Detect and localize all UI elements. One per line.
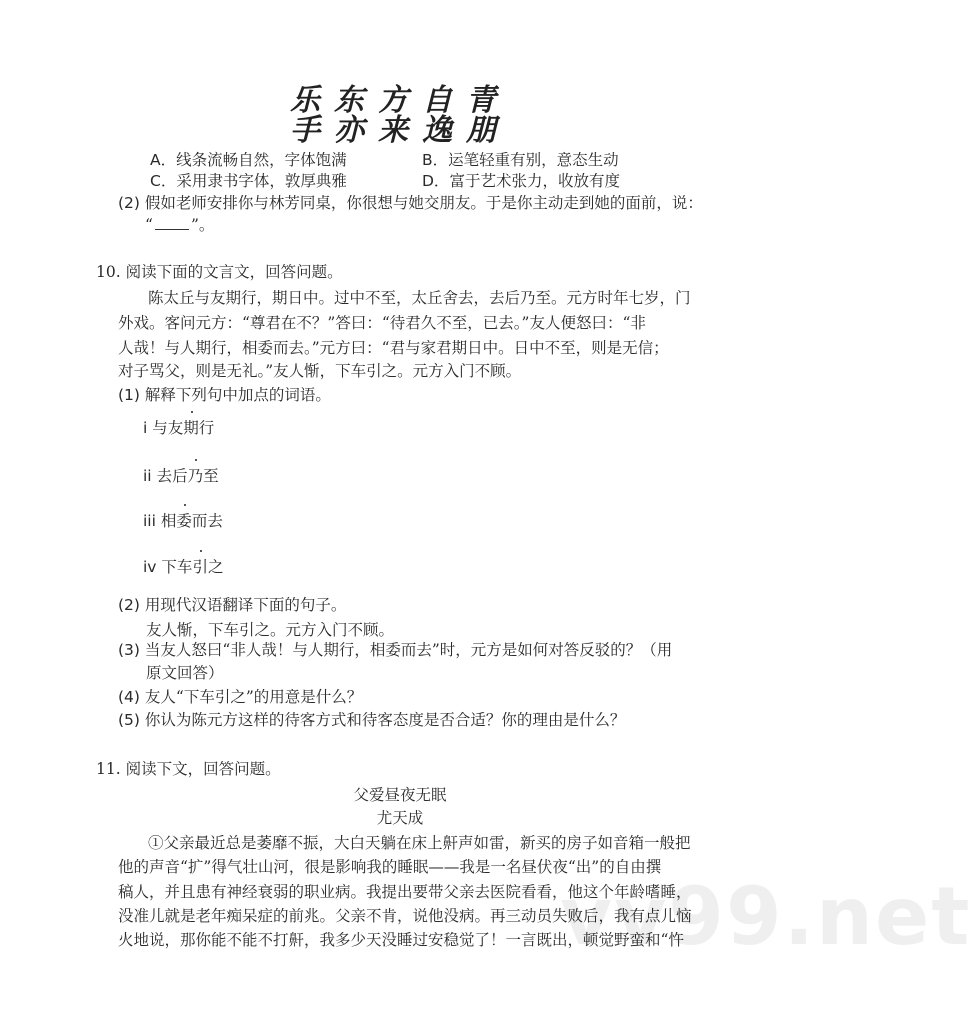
sub-text: 你认为陈元方这样的待客方式和待客态度是否合适？你的理由是什么？ [144,711,626,729]
passage-line: 对子骂父，则是无礼。”友人惭，下车引之。元方入门不顾。 [118,362,522,380]
dotted-word: 乃 [187,467,204,485]
q10-sub4 [118,687,362,707]
option-letter: B． [422,151,449,169]
item-text: 之 [207,558,224,576]
option-a [150,150,347,170]
option-text: 线条流畅自然，字体饱满 [176,151,347,169]
word-item [143,557,223,577]
dotted-word: 委 [176,512,192,530]
option-b [422,150,619,170]
item-number: i [143,419,148,437]
passage-line: 陈太丘与友期行，期日中。过中不至，太丘舍去，去后乃至。元方时年七岁，门 [148,289,691,307]
option-text: 富于艺术张力，收放有度 [449,172,620,190]
word-item [143,511,223,531]
sub-number: (4) [118,688,140,706]
q10-sub1 [118,385,331,405]
article-title: 父爱昼夜无眠 [353,786,447,804]
q9-sub2 [118,193,703,213]
sub-text: 用现代汉语翻译下面的句子。 [144,596,347,614]
article-line: ①父亲最近总是萎靡不振，大白天躺在床上鼾声如雷，新买的房子如音箱一般把 [148,834,691,852]
sub-text: 解释下列句中加点的词语。 [144,386,331,404]
item-text: 去后 [156,467,188,485]
passage-line: 外戏。客问元方：“尊君在不？”答曰：“待君久不至，已去。”友人便怒曰：“非 [118,314,646,332]
item-text: 至 [203,467,219,485]
item-number: ii [143,467,152,485]
item-text: 与友 [152,419,184,437]
option-c [150,171,347,191]
q10-sub3-cont: 原文回答） [146,664,224,682]
option-d [422,171,620,191]
translate-sentence: 友人惭，下车引之。元方入门不顾。 [146,621,395,639]
option-letter: D． [422,172,450,190]
q10-sub5 [118,710,625,730]
answer-blank[interactable] [155,217,189,230]
calligraphy-line-1: 乐东方自青 [290,83,510,118]
q9-sub2-answer [145,215,214,235]
word-item [143,466,219,486]
article-author: 尤天成 [376,809,424,827]
article-line: 他的声音“扩”得气壮山河，很是影响我的睡眠——我是一名昼伏夜“出”的自由撰 [118,858,662,876]
close-quote: ”。 [190,216,215,234]
sub-text: 假如老师安排你与林芳同桌，你很想与她交朋友。于是你主动走到她的面前，说： [144,194,703,212]
item-text: 而去 [191,512,223,530]
article-line: 稿人，并且患有神经衰弱的职业病。我提出要带父亲去医院看看，他这个年龄嗜睡， [118,883,692,901]
word-item [143,418,214,438]
q11-heading: 11. 阅读下文，回答问题。 [96,760,281,778]
open-quote: “ [145,216,153,234]
option-letter: C． [150,172,177,190]
sub-number: (3) [118,641,140,659]
sub-number: (1) [118,386,140,404]
sub-number: (5) [118,711,140,729]
dotted-word: 期 [183,419,199,437]
option-text: 采用隶书字体，敦厚典雅 [176,172,347,190]
q10-sub2 [118,595,346,615]
article-line: 火地说，那你能不能不打鼾，我多少天没睡过安稳觉了！一言既出，顿觉野蛮和“忤 [118,931,684,949]
watermark: vv99.net [560,870,971,963]
item-text: 相 [160,512,177,530]
sub-text: 当友人怒曰“非人哉！与人期行，相委而去”时，元方是如何对答反驳的？（用 [144,641,673,659]
sub-text: 友人“下车引之”的用意是什么？ [144,688,363,706]
sub-number: (2) [118,194,140,212]
option-text: 运笔轻重有别，意态生动 [448,151,619,169]
sub-number: (2) [118,596,140,614]
item-text: 行 [198,419,215,437]
item-text: 下车 [161,558,193,576]
calligraphy-line-2: 手亦来逸朋 [290,113,510,148]
item-number: iv [143,558,157,576]
q10-heading: 10. 阅读下面的文言文，回答问题。 [96,263,343,281]
dotted-word: 引 [192,558,208,576]
passage-line: 人哉！与人期行，相委而去。”元方曰：“君与家君期日中。日中不至，则是无信； [118,339,669,357]
option-letter: A． [150,151,177,169]
q10-sub3 [118,640,672,660]
article-line: 没准儿就是老年痴呆症的前兆。父亲不肯，说他没病。再三动员失败后，我有点儿恼 [118,907,692,925]
item-number: iii [143,512,156,530]
